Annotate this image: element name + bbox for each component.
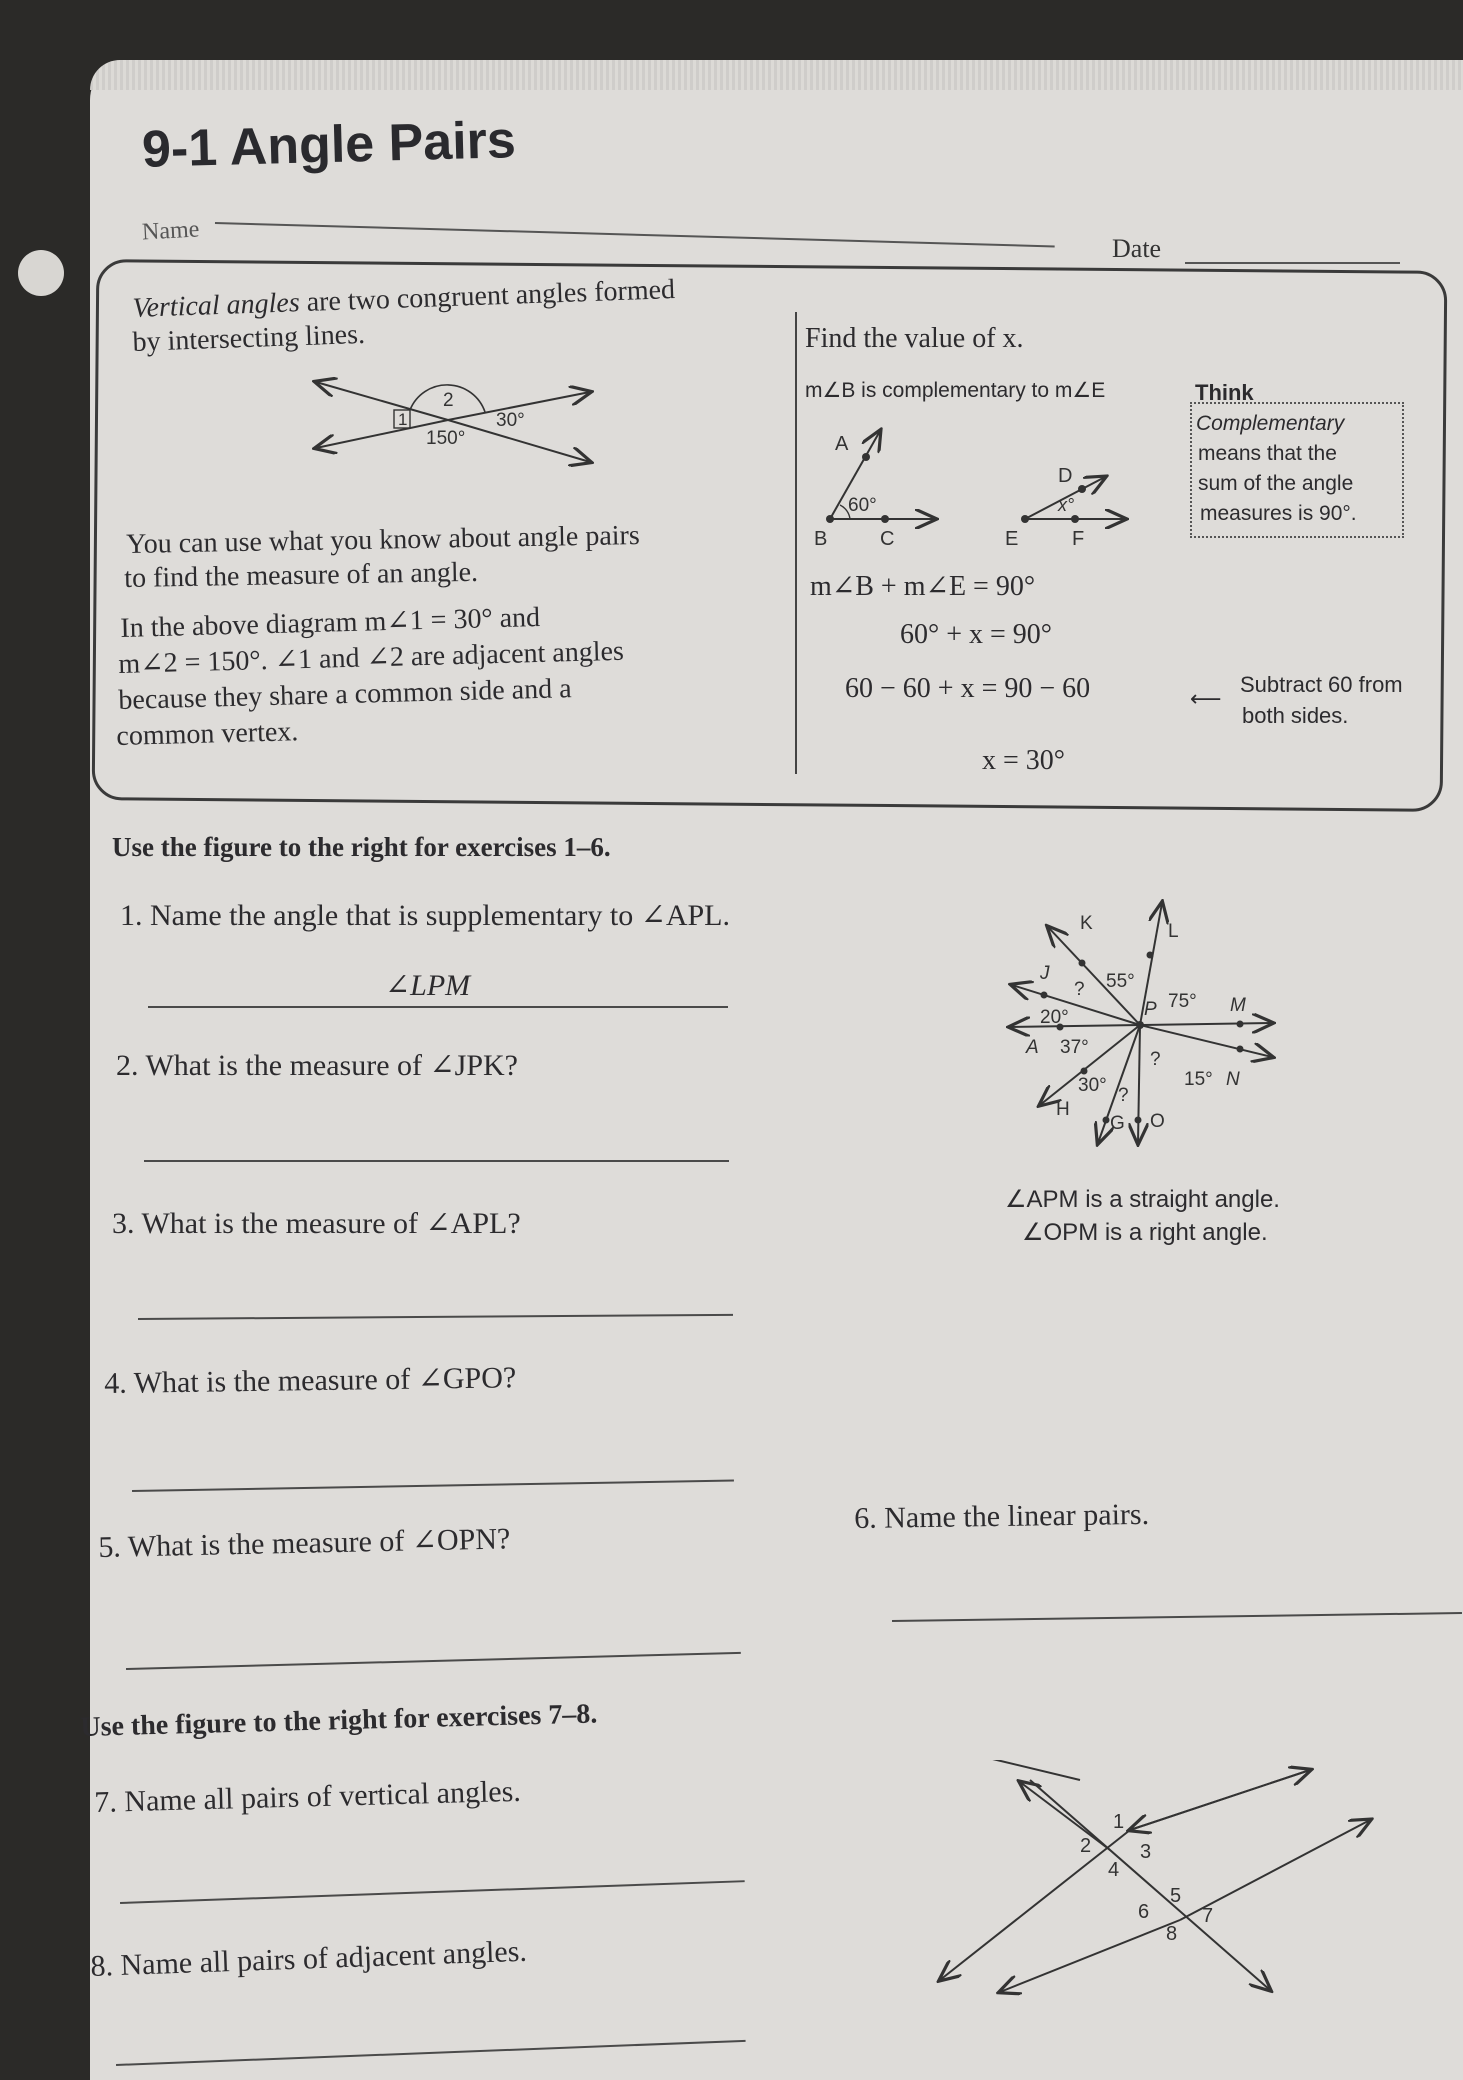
question-2: 2. What is the measure of ∠JPK? <box>116 1049 518 1082</box>
box-divider <box>795 312 797 774</box>
point-D <box>1078 485 1086 493</box>
answer-1[interactable]: ∠LPM <box>385 969 471 1002</box>
example-premise: m∠B is complementary to m∠E <box>805 379 1106 402</box>
vertical-def-2: by intersecting lines. <box>132 318 366 358</box>
label-55: 55° <box>1106 971 1135 992</box>
answer-line-2[interactable] <box>144 1160 729 1162</box>
date-line <box>1185 262 1400 264</box>
above-text-3: because they share a common side and a <box>118 673 572 716</box>
point-P <box>1136 1021 1144 1029</box>
label-60: 60° <box>848 495 877 516</box>
label-M: M <box>1230 995 1246 1016</box>
point-G <box>1103 1117 1110 1124</box>
label-G: G <box>1110 1113 1125 1134</box>
ray-PO <box>1138 1025 1140 1143</box>
label-75: 75° <box>1168 991 1197 1012</box>
transversal-figure <box>930 1760 1380 2010</box>
point-A <box>862 453 870 461</box>
section-2-heading: Use the figure to the right for exercises 7–8. <box>80 1698 598 1743</box>
name-label: Name <box>141 216 200 246</box>
label-question-2: ? <box>1150 1049 1161 1070</box>
point-F <box>1071 515 1079 523</box>
ray-PA <box>1010 1025 1140 1027</box>
label-8: 8 <box>1166 1923 1178 1945</box>
answer-line-1[interactable] <box>148 1006 728 1008</box>
label-3: 3 <box>1140 1841 1152 1863</box>
line-upper-extension <box>940 1830 1130 1980</box>
use-text-1: You can use what you know about angle pairs <box>126 520 640 560</box>
label-angle-2: 2 <box>443 390 454 411</box>
label-5: 5 <box>1170 1885 1182 1907</box>
think-line-1: Complementary <box>1196 412 1345 435</box>
step-4: x = 30° <box>982 745 1065 776</box>
date-label: Date <box>1112 234 1162 263</box>
above-text-4: common vertex. <box>116 716 299 752</box>
step-3-note-1: Subtract 60 from <box>1240 672 1403 697</box>
label-J: J <box>1040 963 1050 984</box>
label-B: B <box>814 528 828 550</box>
label-K: K <box>1080 913 1093 934</box>
think-line-2: means that the <box>1198 442 1337 465</box>
vertical-angles-diagram <box>300 370 600 470</box>
point-L <box>1147 952 1154 959</box>
use-text-2: to find the measure of an angle. <box>124 556 479 594</box>
label-A: A <box>835 433 849 455</box>
question-5: 5. What is the measure of ∠OPN? <box>98 1522 511 1564</box>
point-N <box>1237 1046 1244 1053</box>
section-1-heading: Use the figure to the right for exercises 1–6. <box>112 832 611 862</box>
transversal-lower <box>1030 1780 1270 1990</box>
above-text-1: In the above diagram m∠1 = 30° and <box>120 602 541 644</box>
label-N: N <box>1226 1069 1240 1090</box>
step-1: m∠B + m∠E = 90° <box>810 571 1036 602</box>
label-37: 37° <box>1060 1037 1089 1058</box>
point-J <box>1041 992 1048 999</box>
step-3-note-2: both sides. <box>1242 703 1349 728</box>
vertical-term: Vertical angles <box>132 287 301 324</box>
think-line-3: sum of the angle <box>1198 472 1354 495</box>
point-K <box>1079 960 1086 967</box>
label-O: O <box>1150 1111 1165 1132</box>
question-7: 7. Name all pairs of vertical angles. <box>94 1774 522 1819</box>
point-O <box>1135 1117 1142 1124</box>
page-title: 9-1 Angle Pairs <box>141 111 517 179</box>
question-4: 4. What is the measure of ∠GPO? <box>104 1361 517 1400</box>
label-20: 20° <box>1040 1007 1069 1028</box>
arrow-left-icon: ⟵ <box>1190 686 1222 711</box>
label-angle-1: 1 <box>398 410 408 429</box>
label-150: 150° <box>426 428 466 449</box>
label-A: A <box>1026 1037 1039 1058</box>
label-6: 6 <box>1138 1901 1150 1923</box>
question-6: 6. Name the linear pairs. <box>854 1497 1150 1535</box>
label-L: L <box>1168 921 1179 942</box>
label-F: F <box>1072 528 1085 550</box>
label-question-3: ? <box>1118 1085 1129 1106</box>
label-7: 7 <box>1202 1905 1214 1927</box>
page-top-edge <box>90 60 1463 90</box>
note-straight-angle: ∠APM is a straight angle. <box>1005 1186 1280 1213</box>
transversal-top <box>955 1760 1080 1780</box>
think-line-4: measures is 90°. <box>1200 502 1357 525</box>
point-H <box>1081 1068 1088 1075</box>
label-1: 1 <box>1113 1811 1125 1833</box>
label-question-1: ? <box>1074 979 1085 1000</box>
label-P: P <box>1144 999 1157 1020</box>
above-text-2: m∠2 = 150°. ∠1 and ∠2 are adjacent angles <box>118 635 625 680</box>
step-3: 60 − 60 + x = 90 − 60 <box>845 673 1091 704</box>
ray-upper-left <box>316 382 448 420</box>
question-8: 8. Name all pairs of adjacent angles. <box>90 1934 528 1983</box>
label-30: 30° <box>496 410 525 431</box>
line-upper-left <box>1130 1770 1310 1830</box>
label-2: 2 <box>1080 1835 1092 1857</box>
binder-hole <box>18 250 64 296</box>
label-x: x° <box>1058 495 1075 515</box>
example-heading: Find the value of x. <box>805 323 1024 354</box>
point-M <box>1237 1021 1244 1028</box>
note-right-angle: ∠OPM is a right angle. <box>1022 1219 1268 1246</box>
label-D: D <box>1058 465 1073 487</box>
point-C <box>881 515 889 523</box>
label-E: E <box>1005 528 1019 550</box>
ray-PM <box>1140 1023 1272 1025</box>
angle-figure-1 <box>1000 895 1290 1155</box>
step-2: 60° + x = 90° <box>900 619 1052 650</box>
label-H: H <box>1056 1099 1070 1120</box>
label-4: 4 <box>1108 1859 1120 1881</box>
question-1: 1. Name the angle that is supplementary to ∠APL. <box>120 899 731 932</box>
label-30: 30° <box>1078 1075 1107 1096</box>
point-E <box>1021 515 1029 523</box>
question-3: 3. What is the measure of ∠APL? <box>112 1207 521 1240</box>
label-15: 15° <box>1184 1069 1213 1090</box>
point-B <box>826 515 834 523</box>
label-C: C <box>880 528 895 550</box>
vertical-def-1: are two congruent angles formed <box>299 274 676 319</box>
transversal-upper <box>1020 1782 1110 1850</box>
line-lower-left <box>1000 1920 1180 1992</box>
think-title: Think <box>1195 380 1254 405</box>
complementary-diagram <box>800 425 1140 555</box>
